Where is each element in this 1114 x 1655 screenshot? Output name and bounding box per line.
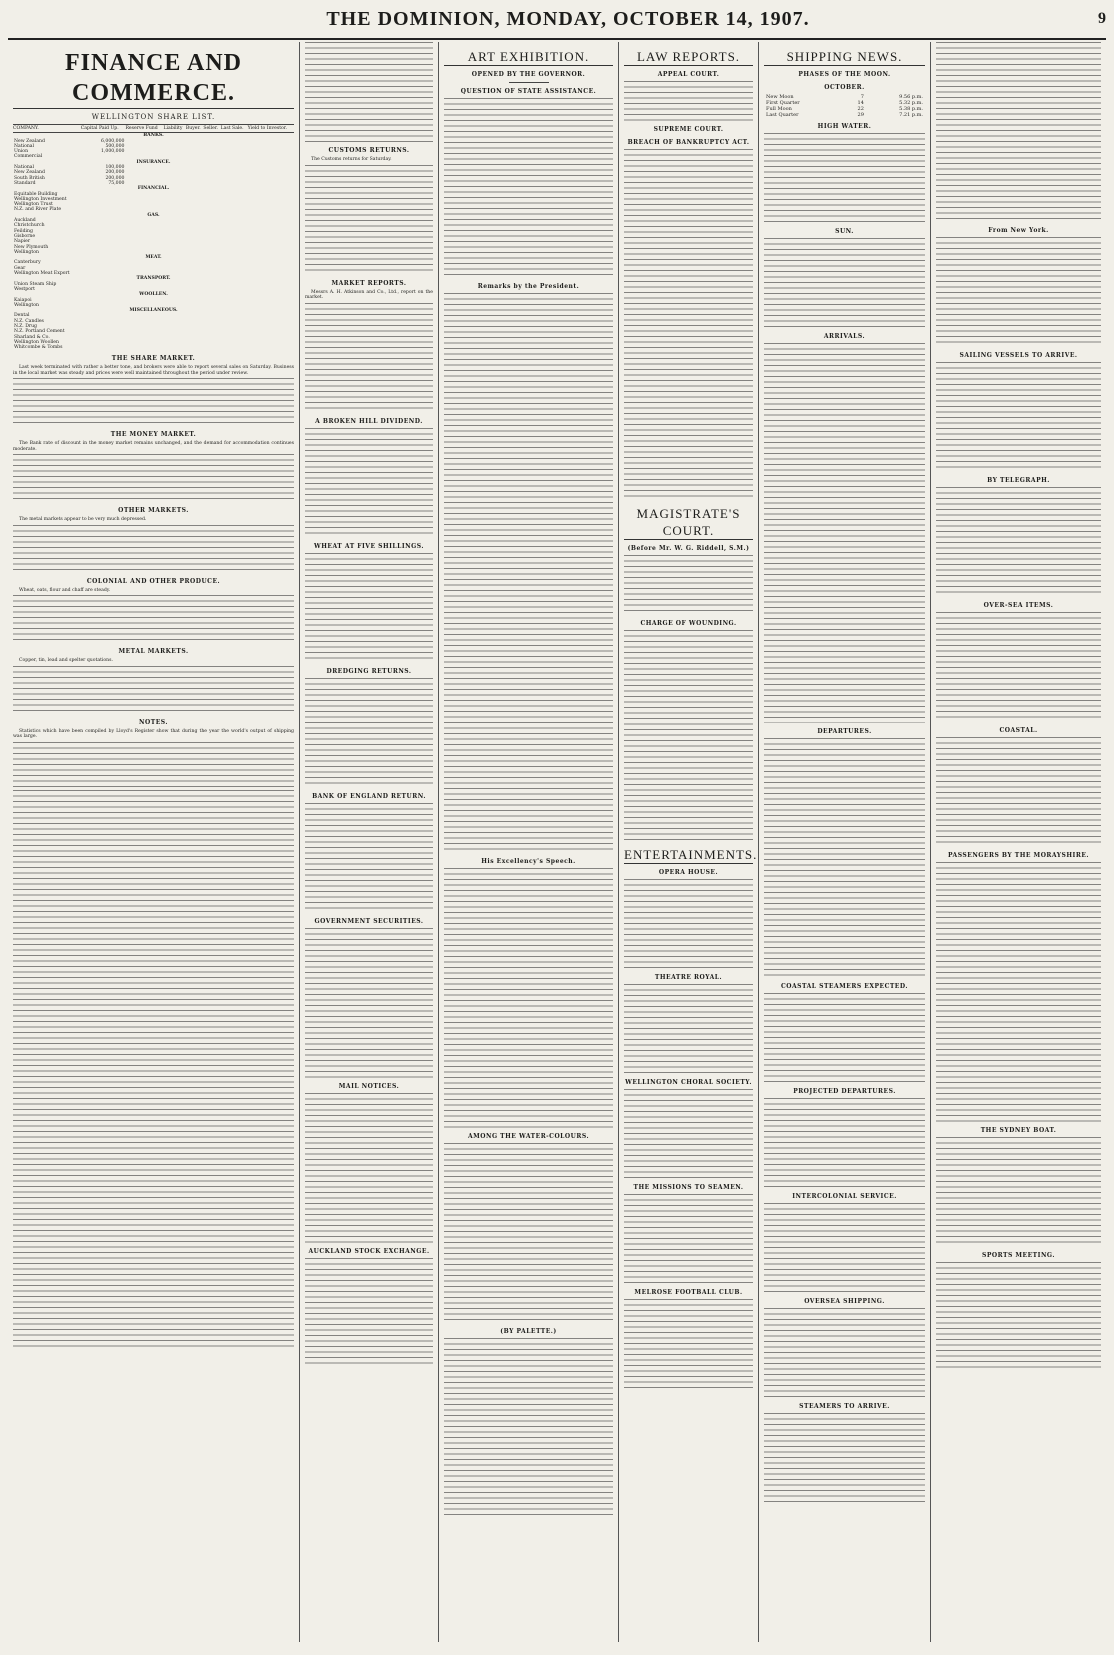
shipping-section-head: BY TELEGRAPH. — [987, 477, 1050, 484]
company-name: New Zealand — [14, 170, 45, 176]
share-category-label: MISCELLANEOUS. — [129, 308, 178, 314]
company-name: Wellington — [14, 302, 39, 308]
company-name: Auckland — [14, 218, 36, 224]
entertainments-heading: ENTERTAINMENTS. — [624, 847, 758, 862]
share-cell — [248, 345, 294, 350]
share-cell: 1,000,000 — [101, 149, 125, 155]
shipping-section-head: PROJECTED DEPARTURES. — [793, 1088, 896, 1095]
company-name: Westport — [14, 286, 36, 292]
shipping-section-head: ARRIVALS. — [823, 333, 866, 340]
column-text: Messrs A. H. Atkinson and Co., Ltd., report on the market. — [305, 289, 433, 300]
shipping-section-head: PASSENGERS BY THE MORAYSHIRE. — [947, 852, 1089, 859]
moon-day: 29 — [857, 112, 864, 118]
share-category-label: INSURANCE. — [136, 159, 171, 165]
share-category-label: MEAT. — [145, 255, 162, 261]
share-col-header: Last Sale. — [221, 125, 248, 133]
company-name: National — [14, 165, 35, 171]
moon-phase: Last Quarter — [766, 112, 799, 118]
share-col-header: Capital Paid Up. — [81, 125, 126, 133]
law-heading: LAW REPORTS. — [624, 48, 753, 66]
column-section-head: MARKET REPORTS. — [331, 279, 407, 287]
moon-day: 7 — [860, 94, 864, 100]
company-name: Equitable Building — [14, 191, 58, 197]
shipping-section-head: SAILING VESSELS TO ARRIVE. — [959, 352, 1078, 359]
company-name: National — [14, 143, 35, 149]
share-cell — [203, 345, 220, 350]
share-table — [13, 124, 294, 350]
section-text: Statistics which have been compiled by Lloyd's Register show that during the year the world's output of shipping was large. — [13, 728, 294, 740]
share-col-header: COMPANY. — [13, 125, 81, 133]
art-section-head: QUESTION OF STATE ASSISTANCE. — [460, 88, 597, 95]
share-cell: 200,000 — [105, 175, 125, 181]
company-name: Gisborne — [14, 233, 36, 239]
company-name: N.Z. Drug — [14, 323, 37, 329]
column-section-head: AUCKLAND STOCK EXCHANGE. — [308, 1247, 430, 1255]
company-name: N.Z. Candles — [14, 318, 44, 324]
art-section-head: His Excellency's Speech. — [481, 858, 576, 865]
moon-time: 5.38 p.m. — [899, 106, 923, 112]
share-cell: 200,000 — [105, 170, 125, 176]
company-name: Sharland & Co. — [14, 334, 50, 340]
company-name: Canterbury — [14, 260, 41, 266]
shipping-heading: SHIPPING NEWS. — [764, 48, 925, 66]
moon-phase: First Quarter — [766, 100, 800, 106]
finance-heading: FINANCE AND COMMERCE. — [13, 48, 294, 109]
company-name: Kaiapoi — [14, 297, 32, 303]
section-text: Last week terminated with rather a better tone, and brokers were able to report several sales on Saturday. Business in the local market was steady and prices were well maintained throughout the period under review. — [13, 365, 294, 376]
share-col-header: Yield to Investor. — [248, 125, 294, 133]
shipping-column — [759, 42, 931, 1642]
entertainment-head: THE MISSIONS TO SEAMEN. — [633, 1184, 744, 1191]
company-name: Dental — [14, 313, 30, 319]
moon-title: PHASES OF THE MOON. — [798, 71, 891, 78]
art-section-head: (BY PALETTE.) — [500, 1328, 557, 1335]
section-text: Copper, tin, lead and spelter quotations. — [19, 658, 113, 664]
entertainment-head: THEATRE ROYAL. — [654, 974, 723, 981]
masthead — [8, 0, 1106, 40]
wounding-head: CHARGE OF WOUNDING. — [640, 620, 737, 627]
masthead-title: THE DOMINION, MONDAY, OCTOBER 14, 1907. — [326, 7, 810, 30]
column-section-head: DREDGING RETURNS. — [326, 667, 412, 675]
company-name: Commercial — [14, 154, 43, 160]
share-cell — [163, 345, 185, 350]
moon-phase: New Moon — [766, 94, 794, 100]
share-cell — [81, 345, 126, 350]
share-cell: 6,000,000 — [101, 138, 125, 144]
column-section-head: GOVERNMENT SECURITIES. — [314, 917, 424, 925]
shipping-section-head: INTERCOLONIAL SERVICE. — [792, 1193, 897, 1200]
shipping-section-head: THE SYDNEY BOAT. — [980, 1127, 1057, 1134]
shipping-column-2 — [931, 42, 1106, 1642]
moon-time: 9.56 p.m. — [899, 94, 923, 100]
section-text: The Bank rate of discount in the money market remains unchanged, and the demand for accommodation continues moderate. — [13, 441, 294, 452]
share-cell: 100,000 — [105, 165, 125, 171]
magistrate-subhead: (Before Mr. W. G. Riddell, S.M.) — [627, 545, 750, 552]
finance-column — [8, 42, 300, 1642]
shipping-section-head: HIGH WATER. — [817, 123, 872, 130]
moon-table — [764, 94, 925, 118]
share-category-label: BANKS. — [143, 133, 164, 139]
law-column — [619, 42, 759, 1642]
company-name: Wellington Investment — [14, 196, 67, 202]
company-name: N.Z. Portland Cement — [14, 329, 65, 335]
section-head: COLONIAL AND OTHER PRODUCE. — [86, 577, 221, 585]
company-name: Wellington Trust — [14, 202, 53, 208]
column-section-head: MAIL NOTICES. — [338, 1082, 400, 1090]
shipping-section-head: From New York. — [988, 227, 1049, 234]
column-section-head: CUSTOMS RETURNS. — [328, 147, 410, 154]
moon-phase-row — [764, 112, 925, 118]
share-cell — [186, 345, 203, 350]
art-heading: ART EXHIBITION. — [444, 48, 613, 66]
column-text: The Customs returns for Saturday. — [311, 157, 392, 162]
market-reports-column — [300, 42, 439, 1642]
section-head: THE MONEY MARKET. — [110, 431, 197, 439]
supreme-court-head: SUPREME COURT. — [653, 126, 724, 133]
section-text: The metal markets appear to be very much depressed. — [19, 517, 147, 523]
company-name: Wellington — [14, 249, 39, 255]
share-cell: 75,000 — [108, 180, 125, 186]
section-head: METAL MARKETS. — [118, 648, 189, 656]
company-name: Wellington Woollen — [14, 339, 59, 345]
appeal-court-head: APPEAL COURT. — [657, 71, 720, 78]
share-category-label: GAS. — [147, 212, 160, 218]
share-col-header: Reserve Fund — [125, 125, 163, 133]
shipping-section-head: STEAMERS TO ARRIVE. — [799, 1403, 890, 1410]
column-section-head: BANK OF ENGLAND RETURN. — [312, 792, 426, 800]
art-section-head: AMONG THE WATER-COLOURS. — [467, 1133, 590, 1140]
section-head: THE SHARE MARKET. — [111, 355, 196, 363]
company-name: Feilding — [14, 228, 33, 234]
company-name: Standard — [14, 180, 36, 186]
shipping-section-head: SPORTS MEETING. — [982, 1252, 1055, 1259]
share-cell — [221, 345, 248, 350]
share-category-label: FINANCIAL. — [137, 186, 170, 192]
section-head: NOTES. — [139, 718, 168, 726]
company-name: Napier — [14, 239, 31, 245]
moon-day: 14 — [857, 100, 864, 106]
shipping-section-head: COASTAL. — [999, 727, 1038, 734]
share-col-header: Liability — [163, 125, 185, 133]
column-section-head: A BROKEN HILL DIVIDEND. — [315, 417, 423, 425]
moon-time: 5.32 p.m. — [899, 100, 923, 106]
share-cell — [125, 345, 163, 350]
shipping-section-head: COASTAL STEAMERS EXPECTED. — [781, 983, 908, 990]
moon-phase: Full Moon — [766, 106, 792, 112]
magistrate-heading: MAGISTRATE'S COURT. — [624, 505, 753, 540]
entertainment-head: WELLINGTON CHORAL SOCIETY. — [625, 1079, 752, 1086]
share-list-title: WELLINGTON SHARE LIST. — [91, 113, 216, 121]
share-cell: 500,000 — [105, 143, 125, 149]
page-number: 9 — [1097, 10, 1106, 27]
share-category-label: TRANSPORT. — [136, 276, 171, 282]
art-column — [439, 42, 619, 1642]
columns — [8, 42, 1106, 1642]
shipping-section-head: DEPARTURES. — [817, 728, 872, 735]
section-text: Wheat, oats, flour and chaff are steady. — [19, 587, 111, 593]
company-name: Whitcombe & Tombs — [14, 345, 63, 351]
moon-day: 22 — [857, 106, 864, 112]
moon-time: 7.21 p.m. — [899, 112, 923, 118]
art-section-head: Remarks by the President. — [477, 283, 580, 290]
company-name: New Zealand — [14, 138, 45, 144]
share-col-header: Seller. — [203, 125, 220, 133]
company-name: N.Z. and River Plate — [14, 207, 62, 213]
shipping-section-head: OVER-SEA ITEMS. — [983, 602, 1054, 609]
column-section-head: WHEAT AT FIVE SHILLINGS. — [314, 542, 424, 550]
company-name: Gear — [14, 265, 26, 271]
entertainment-head: MELROSE FOOTBALL CLUB. — [634, 1289, 743, 1296]
table-row — [13, 345, 294, 350]
section-head: OTHER MARKETS. — [118, 507, 189, 515]
company-name: Wellington Meat Export — [14, 271, 70, 277]
shipping-section-head: OVERSEA SHIPPING. — [804, 1298, 885, 1305]
company-name: Union Steam Ship — [14, 281, 57, 287]
entertainment-head: OPERA HOUSE. — [658, 869, 719, 876]
company-name: New Plymouth — [14, 244, 49, 250]
share-col-header: Buyer. — [186, 125, 203, 133]
breach-head: BREACH OF BANKRUPTCY ACT. — [627, 139, 750, 146]
company-name: Christchurch — [14, 223, 45, 229]
shipping-section-head: SUN. — [835, 228, 854, 235]
share-category-label: WOOLLEN. — [139, 292, 168, 298]
company-name: Union — [14, 149, 29, 155]
moon-month: OCTOBER. — [824, 84, 865, 91]
art-subheading: OPENED BY THE GOVERNOR. — [471, 71, 586, 78]
company-name: South British — [14, 175, 45, 181]
